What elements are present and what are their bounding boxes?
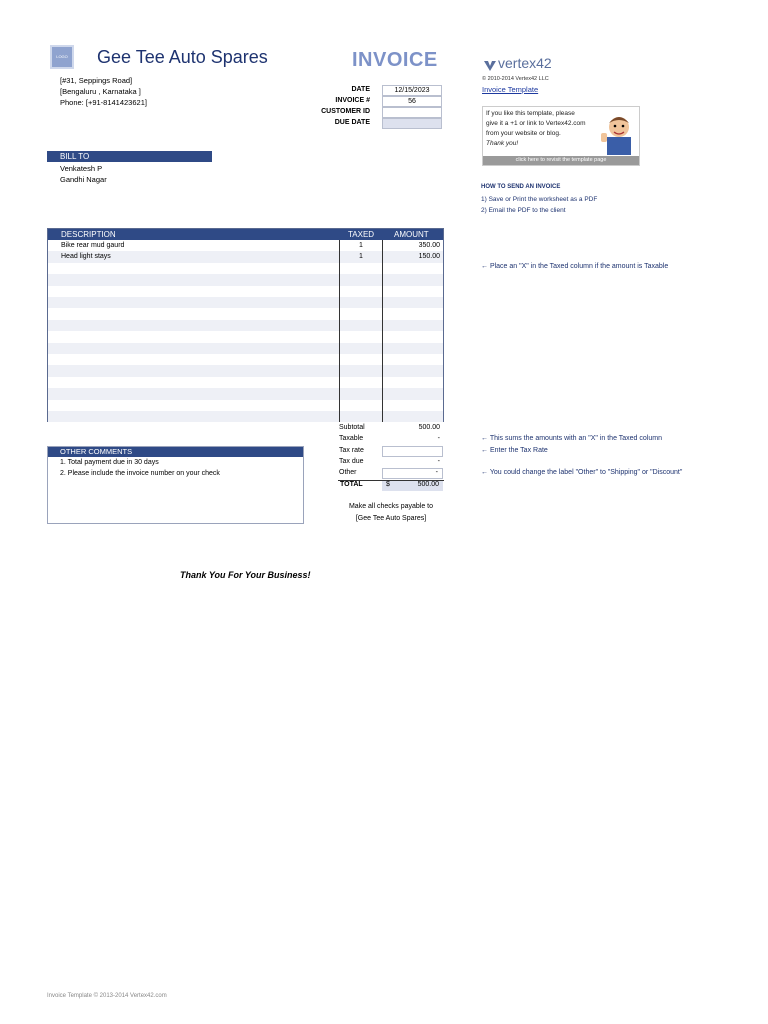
invoice-number-field[interactable]: 56: [382, 96, 442, 107]
mascot-thumbs-up-icon: [599, 111, 637, 155]
customer-id-field[interactable]: [382, 107, 442, 118]
table-row[interactable]: [48, 274, 443, 285]
customer-address: Gandhi Nagar: [60, 175, 107, 184]
table-row[interactable]: [48, 377, 443, 388]
tax-rate-label: Tax rate: [339, 447, 364, 454]
items-table: [47, 228, 444, 422]
table-row[interactable]: [48, 240, 443, 251]
subtotal-value: 500.00: [418, 424, 440, 431]
how-to-step: 1) Save or Print the worksheet as a PDF: [481, 196, 598, 203]
table-row[interactable]: [48, 308, 443, 319]
table-row[interactable]: [48, 365, 443, 376]
customer-name: Venkatesh P: [60, 164, 103, 173]
tax-due-label: Tax due: [339, 458, 364, 465]
column-divider: [382, 240, 383, 422]
item-amount[interactable]: 350.00: [418, 242, 440, 249]
company-name: Gee Tee Auto Spares: [97, 47, 268, 67]
table-row[interactable]: [48, 320, 443, 331]
company-logo: LOGO: [50, 45, 74, 69]
other-label-note: ← You could change the label "Other" to "Shipping" or "Discount": [481, 469, 683, 476]
column-divider: [339, 240, 340, 422]
vertex42-brand: vertex42: [498, 55, 552, 71]
comments-body[interactable]: [60, 457, 220, 479]
taxable-label: Taxable: [339, 435, 364, 442]
promo-box[interactable]: [482, 106, 640, 166]
taxable-sum-note: ← This sums the amounts with an "X" in the Taxed column: [481, 435, 662, 442]
total-value-box: [382, 481, 443, 491]
amount-header: AMOUNT: [394, 230, 429, 239]
total-value: 500.00: [417, 481, 439, 488]
date-field[interactable]: 12/15/2023: [382, 85, 442, 96]
customer-id-label: CUSTOMER ID: [321, 108, 370, 115]
currency-symbol: $: [386, 481, 390, 488]
bill-to-header: BILL TO: [47, 151, 212, 162]
checks-payable-line: Make all checks payable to: [348, 503, 434, 510]
promo-text: [486, 109, 596, 149]
due-date-field[interactable]: [382, 118, 442, 129]
item-amount[interactable]: 150.00: [418, 253, 440, 261]
copyright-text: © 2010-2014 Vertex42 LLC: [482, 76, 549, 82]
total-label: TOTAL: [340, 481, 363, 488]
item-taxed[interactable]: 1: [359, 253, 363, 261]
table-row[interactable]: [48, 331, 443, 342]
description-header: DESCRIPTION: [61, 230, 116, 239]
how-to-step: 2) Email the PDF to the client: [481, 207, 566, 214]
other-field[interactable]: -: [382, 468, 443, 479]
vertex42-logo-icon: [484, 58, 496, 68]
promo-line: If you like this template, please: [486, 110, 575, 117]
address-line: [Bengaluru , Karnataka ]: [60, 87, 141, 96]
table-row[interactable]: [48, 388, 443, 399]
table-row[interactable]: [48, 286, 443, 297]
how-to-title: HOW TO SEND AN INVOICE: [481, 184, 561, 190]
company-address: [60, 75, 147, 108]
date-label: DATE: [351, 86, 370, 93]
address-line: [#31, Seppings Road]: [60, 76, 133, 85]
phone-line: Phone: [+91-8141423621]: [60, 98, 147, 107]
invoice-template-link[interactable]: Invoice Template: [482, 85, 539, 94]
other-label: Other: [339, 469, 357, 476]
tax-rate-note: ← Enter the Tax Rate: [481, 447, 548, 454]
thank-you-message: Thank You For Your Business!: [180, 570, 311, 580]
table-row[interactable]: [48, 251, 443, 262]
taxed-header: TAXED: [348, 230, 375, 239]
tax-rate-field[interactable]: [382, 446, 443, 457]
table-row[interactable]: [48, 343, 443, 354]
promo-line: give it a +1 or link to Vertex42.com: [486, 120, 586, 127]
comment-line: 1. Total payment due in 30 days: [60, 459, 159, 466]
checks-payable: [330, 501, 452, 525]
invoice-title: INVOICE: [352, 49, 438, 71]
comments-header: OTHER COMMENTS: [48, 447, 303, 457]
table-row[interactable]: [48, 263, 443, 274]
items-table-header: [48, 229, 443, 240]
table-row[interactable]: [48, 400, 443, 411]
table-row[interactable]: [48, 411, 443, 422]
taxed-column-note: ← Place an "X" in the Taxed column if the amount is Taxable: [481, 263, 669, 270]
table-row[interactable]: [48, 297, 443, 308]
comments-box: [47, 446, 304, 524]
subtotal-label: Subtotal: [339, 424, 365, 431]
item-description[interactable]: Bike rear mud gaurd: [61, 242, 125, 249]
promo-click-bar[interactable]: click here to revisit the template page: [483, 156, 639, 165]
taxable-value: -: [437, 435, 440, 442]
promo-thanks: Thank you!: [486, 140, 519, 147]
total-row: [338, 480, 444, 492]
promo-line: from your website or blog.: [486, 130, 561, 137]
due-date-label: DUE DATE: [334, 119, 370, 126]
checks-payable-name: [Gee Tee Auto Spares]: [355, 515, 427, 522]
table-row[interactable]: [48, 354, 443, 365]
tax-due-value: -: [437, 458, 440, 465]
bill-to-details: [60, 163, 107, 185]
footer-text: Invoice Template © 2013-2014 Vertex42.com: [47, 993, 167, 999]
invoice-number-label: INVOICE #: [335, 97, 370, 104]
item-description[interactable]: Head light stays: [61, 253, 111, 261]
item-taxed[interactable]: 1: [359, 242, 363, 249]
comment-line: 2. Please include the invoice number on your check: [60, 470, 220, 477]
